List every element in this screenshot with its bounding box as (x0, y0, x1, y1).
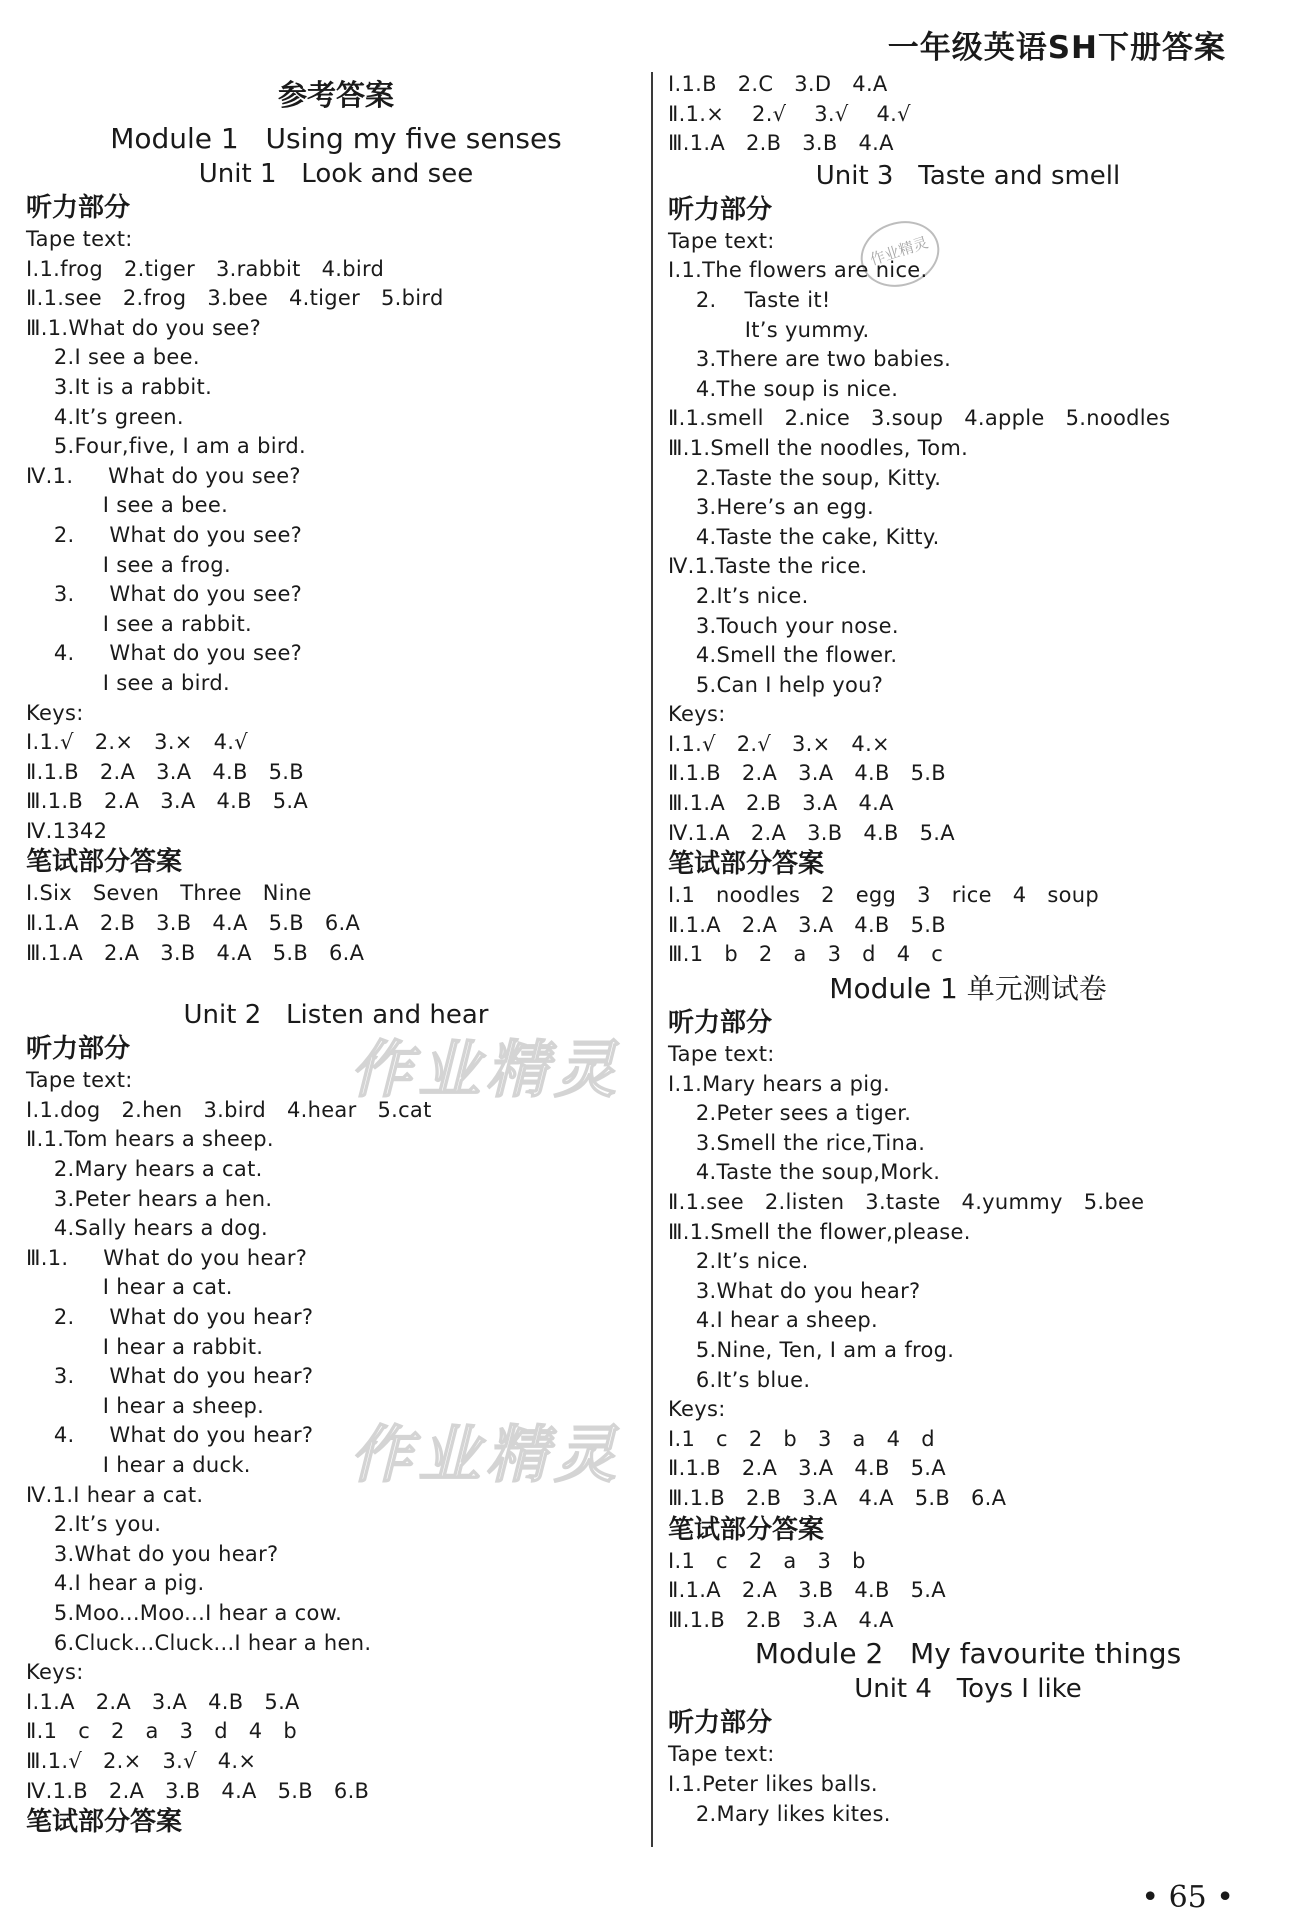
answer-line: 3.What do you hear? (668, 1278, 921, 1303)
answer-line: 2.Taste the soup, Kitty. (668, 465, 942, 490)
answer-line: Ⅱ.1.A 2.A 3.A 4.B 5.B (668, 912, 946, 937)
answer-line: Ⅳ.1342 (26, 818, 108, 843)
answer-line: It’s yummy. (668, 317, 870, 342)
answer-line: 5.Nine, Ten, I am a frog. (668, 1337, 955, 1362)
answer-line: Ⅲ.1.A 2.B 3.A 4.A (668, 791, 894, 816)
answer-line: Ⅰ.1.dog 2.hen 3.bird 4.hear 5.cat (26, 1097, 432, 1122)
answer-line: Keys: (26, 700, 84, 725)
section-heading: 听力部分 (26, 1034, 131, 1065)
answer-line: 2.Mary likes kites. (668, 1801, 891, 1826)
answer-line: 3.It is a rabbit. (26, 374, 213, 399)
answer-line: I hear a cat. (26, 1275, 233, 1300)
answer-line: 3. What do you hear? (26, 1364, 314, 1389)
answer-line: 4.I hear a pig. (26, 1571, 205, 1596)
answer-line: Ⅰ.1.√ 2.× 3.× 4.√ (26, 730, 248, 755)
section-heading: 笔试部分答案 (26, 847, 183, 878)
section-heading: 听力部分 (668, 194, 773, 225)
page-title: 参考答案 (277, 78, 394, 112)
answer-line: 4.It’s green. (26, 404, 184, 429)
answer-line: Tape text: (26, 227, 133, 251)
answer-line: Ⅱ.1.B 2.A 3.A 4.B 5.B (26, 759, 304, 784)
answer-line: I hear a rabbit. (26, 1334, 264, 1359)
answer-line: Ⅰ.1.frog 2.tiger 3.rabbit 4.bird (26, 256, 385, 281)
answer-line: 3.Touch your nose. (668, 613, 899, 638)
answer-line: 5.Can I help you? (668, 672, 884, 697)
answer-line: 5.Moo...Moo...I hear a cow. (26, 1600, 343, 1625)
answer-line: Ⅳ.1.Taste the rice. (668, 554, 868, 579)
answer-line: 2.It’s you. (26, 1512, 162, 1537)
answer-line: Ⅰ.Six Seven Three Nine (26, 881, 312, 906)
answer-line: Ⅰ.1 c 2 b 3 a 4 d (668, 1426, 935, 1451)
answer-line: Keys: (668, 702, 726, 727)
answer-line: Ⅲ.1.A 2.A 3.B 4.A 5.B 6.A (26, 940, 365, 965)
unit-heading: Unit 4 Toys I like (854, 1674, 1082, 1705)
answer-line: 6.Cluck...Cluck...I hear a hen. (26, 1630, 372, 1655)
answer-line: Ⅲ.1.√ 2.× 3.√ 4.× (26, 1748, 257, 1773)
column-divider (651, 72, 653, 1847)
answer-line: Ⅱ.1.see 2.listen 3.taste 4.yummy 5.bee (668, 1190, 1145, 1214)
answer-line: Ⅱ.1.Tom hears a sheep. (26, 1127, 274, 1152)
answer-line: 2.It’s nice. (668, 1249, 809, 1274)
answer-line: Tape text: (668, 228, 775, 253)
answer-line: Ⅱ.1.A 2.B 3.B 4.A 5.B 6.A (26, 911, 361, 936)
answer-line: 2.Peter sees a tiger. (668, 1101, 912, 1126)
section-heading: 听力部分 (668, 1708, 773, 1739)
answer-line: I see a rabbit. (26, 611, 253, 636)
watermark: 作业精灵 (350, 1033, 623, 1106)
section-heading: 笔试部分答案 (668, 849, 825, 880)
section-heading: 听力部分 (668, 1008, 773, 1039)
watermark-stamp: 作业精灵 (852, 211, 948, 297)
answer-line: 4.Taste the soup,Mork. (668, 1160, 941, 1185)
section-heading: 笔试部分答案 (668, 1514, 825, 1545)
answer-line: 2.Mary hears a cat. (26, 1157, 263, 1182)
answer-line: 2. What do you see? (26, 522, 303, 547)
spacer (26, 968, 646, 998)
answer-line: 4. What do you hear? (26, 1423, 314, 1448)
section-heading: 笔试部分答案 (26, 1807, 183, 1838)
answer-line: Ⅳ.1.A 2.A 3.B 4.B 5.A (668, 820, 955, 845)
answer-line: 4. What do you see? (26, 641, 303, 666)
answer-line: Ⅳ.1.I hear a cat. (26, 1482, 204, 1507)
answer-line: Ⅰ.1.A 2.A 3.A 4.B 5.A (26, 1689, 300, 1714)
answer-line: I see a bird. (26, 670, 230, 695)
answer-line: 3.Smell the rice,Tina. (668, 1130, 926, 1155)
answer-line: 4.Sally hears a dog. (26, 1216, 268, 1241)
answer-line: Ⅱ.1.A 2.A 3.B 4.B 5.A (668, 1578, 946, 1603)
answer-line: Ⅲ.1.B 2.A 3.A 4.B 5.A (26, 789, 309, 814)
answer-line: Keys: (668, 1397, 726, 1422)
answer-line: 3. What do you see? (26, 582, 303, 607)
answer-line: I see a frog. (26, 552, 231, 577)
answer-line: Ⅲ.1. What do you hear? (26, 1245, 308, 1270)
answer-line: Ⅱ.1.× 2.√ 3.√ 4.√ (668, 101, 911, 126)
left-column (26, 70, 646, 1839)
page-header: 一年级英语SH下册答案 (887, 30, 1226, 66)
answer-line: 6.It’s blue. (668, 1367, 811, 1392)
watermark: 作业精灵 (350, 1418, 623, 1491)
answer-line: Ⅳ.1.B 2.A 3.B 4.A 5.B 6.B (26, 1778, 370, 1803)
answer-line: 2. Taste it! (668, 287, 831, 312)
module-heading: Module 1 单元测试卷 (829, 972, 1107, 1006)
answer-line: Ⅱ.1 c 2 a 3 d 4 b (26, 1719, 298, 1744)
answer-line: Ⅲ.1.Smell the flower,please. (668, 1219, 971, 1244)
right-column (668, 70, 1268, 1829)
answer-line: 2. What do you hear? (26, 1305, 314, 1329)
answer-line: Ⅲ.1.B 2.B 3.A 4.A 5.B 6.A (668, 1485, 1007, 1510)
module-heading: Module 1 Using my five senses (110, 122, 562, 155)
answer-line: Tape text: (26, 1068, 133, 1093)
answer-line: Ⅲ.1.What do you see? (26, 315, 262, 340)
answer-line: Ⅲ.1.A 2.B 3.B 4.A (668, 131, 894, 156)
answer-line: 5.Four,five, I am a bird. (26, 434, 307, 459)
answer-line: I see a bee. (26, 493, 229, 518)
answer-line: I hear a sheep. (26, 1393, 265, 1418)
unit-heading: Unit 3 Taste and smell (815, 160, 1121, 191)
answer-line: Ⅳ.1. What do you see? (26, 463, 301, 488)
unit-heading: Unit 1 Look and see (198, 159, 474, 189)
answer-line: Keys: (26, 1660, 84, 1685)
answer-line: I hear a duck. (26, 1452, 251, 1477)
answer-line: Ⅱ.1.see 2.frog 3.bee 4.tiger 5.bird (26, 286, 444, 311)
answer-line: 3.Peter hears a hen. (26, 1186, 273, 1211)
page-number: • 65 • (1141, 1880, 1234, 1915)
answer-line: 4.I hear a sheep. (668, 1308, 878, 1333)
answer-line: Ⅱ.1.smell 2.nice 3.soup 4.apple 5.noodles (668, 406, 1171, 431)
answer-line: 2.It’s nice. (668, 583, 809, 608)
answer-line: 3.There are two babies. (668, 347, 952, 372)
answer-line: 4.Smell the flower. (668, 643, 898, 668)
answer-line: 4.Taste the cake, Kitty. (668, 524, 940, 549)
answer-line: Ⅰ.1 noodles 2 egg 3 rice 4 soup (668, 883, 1099, 908)
module-heading: Module 2 My favourite things (754, 1637, 1182, 1671)
answer-line: Ⅰ.1.The flowers are nice. (668, 258, 928, 283)
answer-line: Ⅰ.1 c 2 a 3 b (668, 1548, 866, 1573)
answer-line: Ⅱ.1.B 2.A 3.A 4.B 5.B (668, 761, 946, 786)
section-heading: 听力部分 (26, 193, 131, 223)
answer-line: Tape text: (668, 1042, 775, 1067)
answer-line: Ⅱ.1.B 2.A 3.A 4.B 5.A (668, 1456, 946, 1481)
answer-line: Ⅰ.1.B 2.C 3.D 4.A (668, 72, 888, 96)
answer-line: 2.I see a bee. (26, 345, 200, 370)
answer-line: 4.The soup is nice. (668, 376, 899, 401)
answer-line: Ⅲ.1 b 2 a 3 d 4 c (668, 942, 944, 967)
answer-line: Ⅰ.1.√ 2.√ 3.× 4.× (668, 731, 890, 756)
answer-line: Ⅲ.1.Smell the noodles, Tom. (668, 435, 969, 460)
answer-line: 3.Here’s an egg. (668, 495, 874, 520)
answer-line: 3.What do you hear? (26, 1541, 279, 1566)
answer-line: Ⅲ.1.B 2.B 3.A 4.A (668, 1607, 894, 1632)
answer-line: Tape text: (668, 1742, 775, 1767)
answer-line: Ⅰ.1.Peter likes balls. (668, 1771, 878, 1796)
unit-heading: Unit 2 Listen and hear (183, 1000, 489, 1031)
answer-line: Ⅰ.1.Mary hears a pig. (668, 1071, 890, 1096)
